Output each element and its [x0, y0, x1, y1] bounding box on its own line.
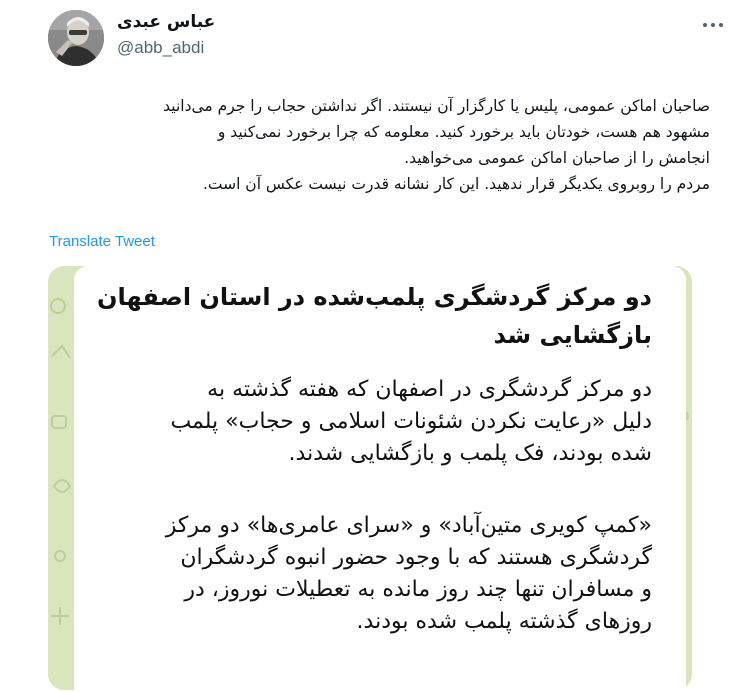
tweet-line: انجامش را از صاحبان اماکن عمومی می‌خواهید.: [404, 149, 710, 167]
news-paragraph-2: [92, 510, 652, 638]
headline-line: دو مرکز گردشگری پلمب‌شده در استان اصفهان: [97, 283, 652, 311]
paragraph-line: گردشگری هستند که با وجود حضور انبوه گردشگران: [180, 545, 652, 570]
avatar[interactable]: [48, 10, 104, 66]
paragraph-line: دلیل «رعایت نکردن شئونات اسلامی و حجاب» پلمب: [170, 409, 652, 434]
paragraph-line: و مسافران تنها چند روز مانده به تعطیلات نوروز، در: [184, 577, 652, 602]
news-paragraph-1: [92, 374, 652, 470]
author-handle[interactable]: @abb_abdi: [117, 38, 205, 57]
headline-line: بازگشایی شد: [493, 321, 652, 349]
author-name[interactable]: عباس عبدی: [117, 12, 216, 32]
tweet-line: مردم را روبروی یکدیگر قرار ندهید. این کار نشانه قدرت نیست عکس آن است.: [202, 175, 710, 193]
tweet-line: صاحبان اماکن عمومی، پلیس یا کارگزار آن نیستند. اگر نداشتن حجاب را جرم می‌دانید: [163, 97, 710, 115]
paragraph-line: روزهای گذشته پلمب شده بودند.: [356, 609, 652, 634]
paragraph-line: دو مرکز گردشگری در اصفهان که هفته گذشته به: [207, 377, 652, 402]
paragraph-line: «کمپ کویری متین‌آباد» و «سرای عامری‌ها» دو مرکز: [165, 513, 652, 538]
news-headline: [92, 278, 652, 354]
avatar-image: [48, 10, 104, 66]
message-bubble: [74, 266, 686, 690]
more-horizontal-icon[interactable]: [698, 14, 728, 36]
tweet-text: [30, 93, 710, 197]
translate-tweet-link[interactable]: Translate Tweet: [49, 233, 155, 250]
tweet-image[interactable]: [48, 266, 692, 690]
tweet-line: مشهود هم هست، خودتان باید برخورد کنید. معلومه که چرا برخورد نمی‌کنید و: [217, 123, 710, 141]
paragraph-line: شده بودند، فک پلمب و بازگشایی شدند.: [288, 441, 652, 466]
